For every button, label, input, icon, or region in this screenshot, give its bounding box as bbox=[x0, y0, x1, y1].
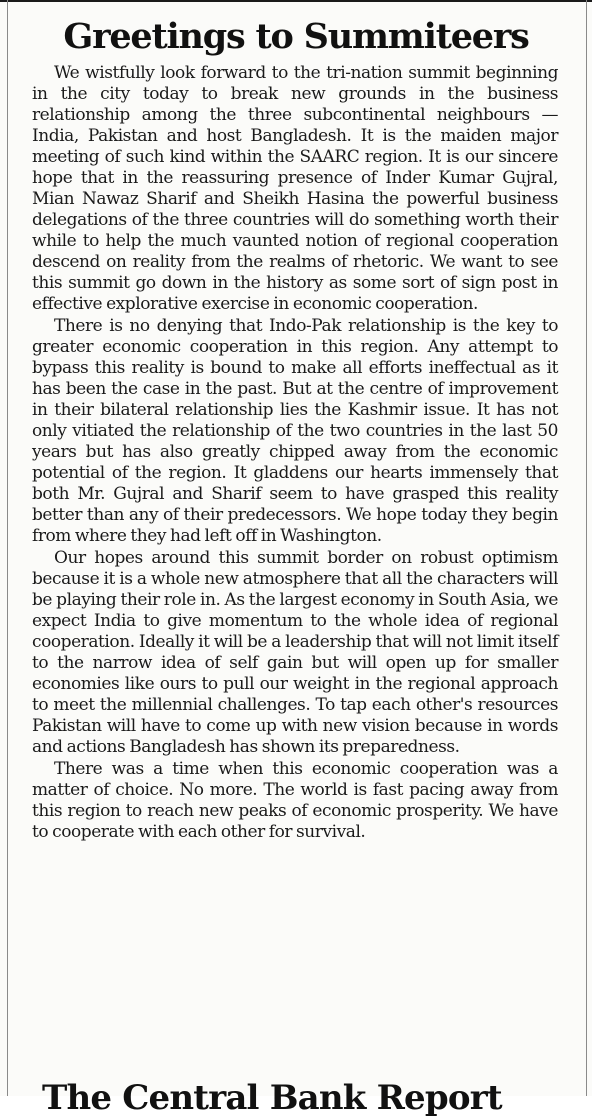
top-rule bbox=[0, 0, 592, 12]
editorial-body bbox=[32, 63, 558, 843]
paragraph-1: We wistfully look forward to the tri-nation summit beginning in the city today to break new grounds in the business relationship among the three subcontinental neighbours — India, Pakistan and host Bangladesh. It is the maiden major meeting of such kind within the SAARC region. It is our sincere hope that in the reassuring presence of Inder Kumar Gujral, Mian Nawaz Sharif and Sheikh Hasina the powerful business delegations of the three countries will do something worth their while to help the much vaunted notion of regional cooperation descend on reality from the realms of rhetoric. We want to see this summit go down in the history as some sort of sign post in effective explorative exercise in economic cooperation. bbox=[32, 63, 558, 314]
left-column-rule bbox=[7, 0, 8, 1096]
next-article-headline: The Central Bank Report bbox=[42, 1078, 502, 1118]
paragraph-2: There is no denying that Indo-Pak relationship is the key to greater economic cooperation in this region. Any attempt to bypass this reality is bound to make all efforts ineffectual as it has been the case in the past. But at the centre of improvement in their bilateral relationship lies the Kashmir issue. It has not only vitiated the relationship of the two countries in the last 50 years but has also greatly chipped away from the economic potential of the region. It gladdens our hearts immensely that both Mr. Gujral and Sharif seem to have grasped this reality better than any of their predecessors. We hope today they begin from where they had left off in Washington. bbox=[32, 316, 558, 546]
right-column-rule bbox=[586, 0, 587, 1096]
paragraph-3: Our hopes around this summit border on robust optimism because it is a whole new atmosphere that all the characters will be playing their role in. As the largest economy in South Asia, we expect India to give momentum to the whole idea of regional cooperation. Ideally it will be a leadership that will not limit itself to the narrow idea of self gain but will open up for smaller economies like ours to pull our weight in the regional approach to meet the millennial challenges. To tap each other's resources Pakistan will have to come up with new vision because in words and actions Bangladesh has shown its preparedness. bbox=[32, 548, 558, 757]
paragraph-4: There was a time when this economic cooperation was a matter of choice. No more. The world is fast pacing away from this region to reach new peaks of economic prosperity. We have to cooperate with each other for survival. bbox=[32, 759, 558, 842]
editorial-headline: Greetings to Summiteers bbox=[63, 16, 529, 57]
